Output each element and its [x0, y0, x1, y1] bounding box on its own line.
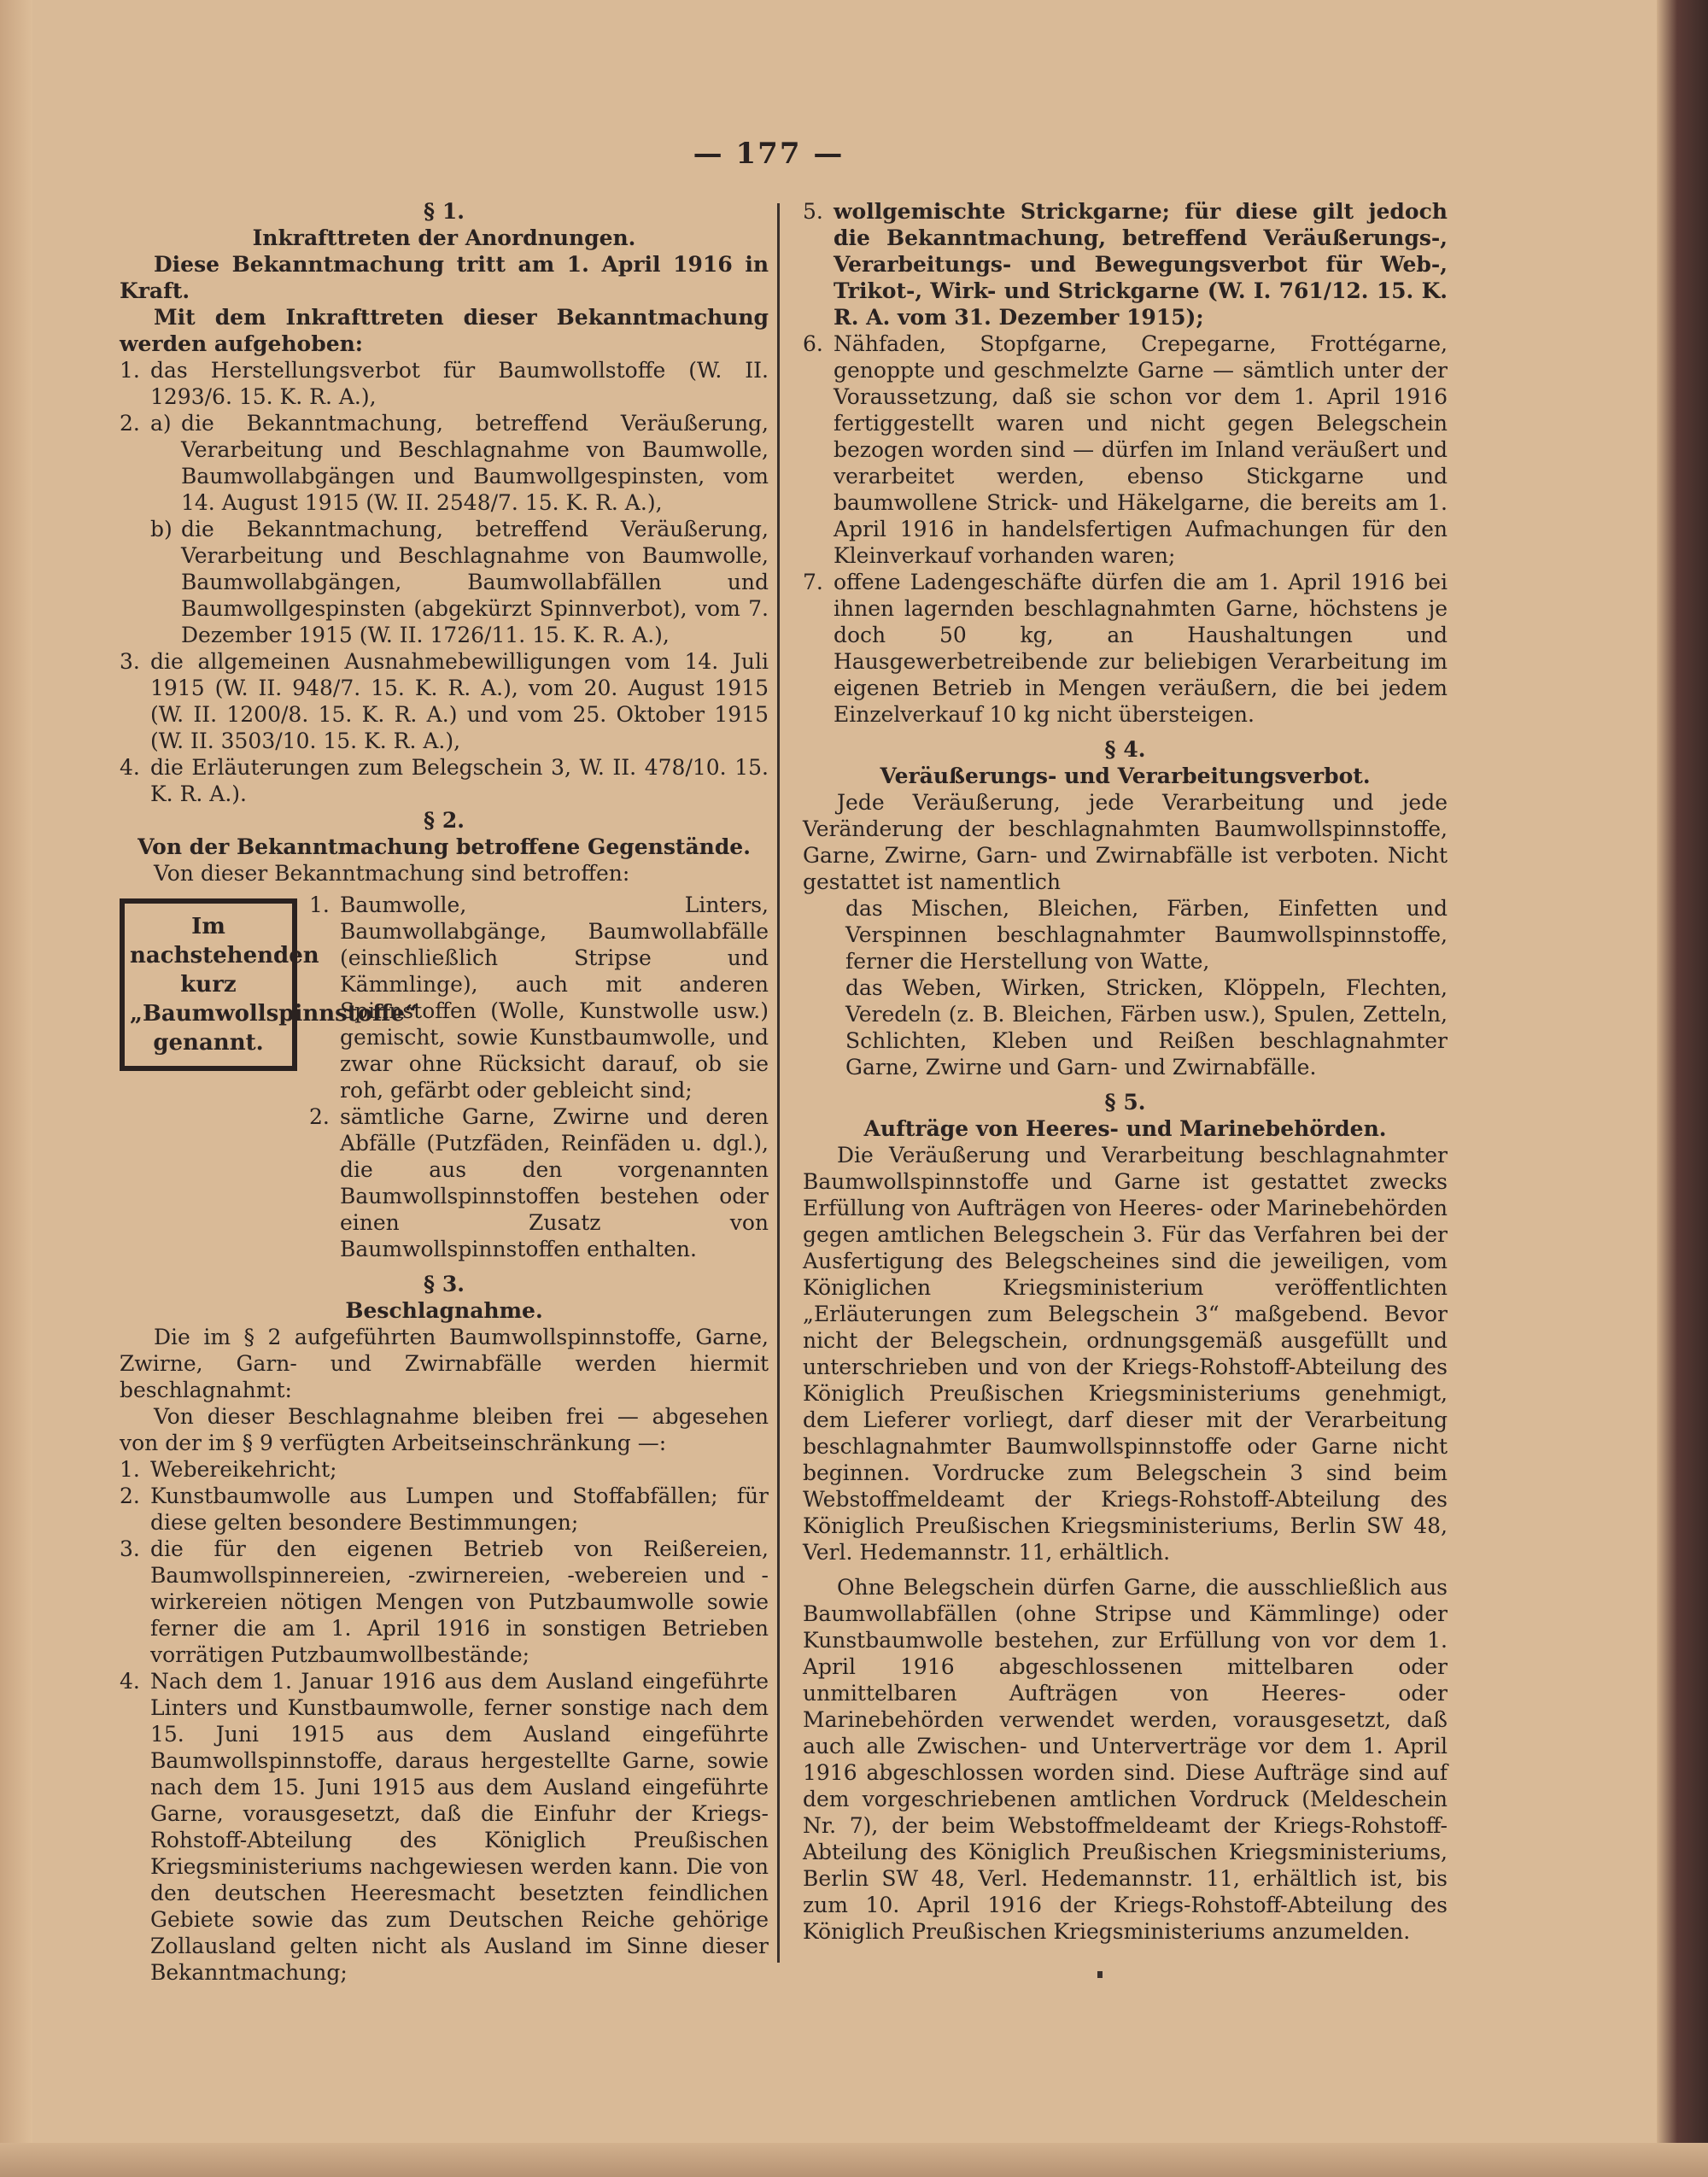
list-item: [120, 1668, 769, 1986]
sub-list: [150, 410, 769, 648]
section-1-title: Inkrafttreten der Anordnungen.: [252, 225, 636, 250]
list-item-number: 3.: [120, 1536, 140, 1561]
list-item-text: Nach dem 1. Januar 1916 aus dem Ausland eingeführte Linters und Kunstbaumwolle, ferner sonstige nach dem 15. Juni 1915 aus dem Ausland eingeführte Baumwollspinnstoffe, daraus hergestellte Garne, sowie nach dem 15. Juni 1915 aus dem Ausland eingeführte Garne, vorausgesetzt, daß die Einfuhr der Kriegs-Rohstoff-Abteilung des Königlich Preußischen Kriegsministeriums nachgewiesen werden kann. Die von den deutschen Heeresmacht besetzten feindlichen Gebiete sowie das zum Deutschen Reiche gehörige Zollausland gelten nicht als Ausland im Sinne dieser Bekanntmachung;: [150, 1669, 769, 1985]
book-spine-shadow: [0, 0, 32, 2177]
list-item-number: 2.: [309, 1104, 330, 1129]
list-item-number: 7.: [803, 570, 823, 594]
list-item: [120, 1483, 769, 1536]
list-item-number: 3.: [120, 649, 140, 674]
list-item: [803, 331, 1448, 569]
section-2-heading: § 2.: [424, 808, 465, 833]
list-item-text: die Erläuterungen zum Belegschein 3, W. II. 478/10. 15. K. R. A.).: [150, 755, 769, 806]
section-1-heading: § 1.: [424, 199, 465, 224]
section-3-title: Beschlagnahme.: [345, 1298, 543, 1323]
section-4-paragraph: Jede Veräußerung, jede Verarbeitung und jede Veränderung der beschlagnahmten Baumwollspinnstoffe, Garne, Zwirne, Garn- und Zwirnabfälle ist verboten. Nicht gestattet ist namentlich: [803, 790, 1448, 894]
page-number: — 177 —: [693, 137, 845, 171]
list-item-number: 2.: [120, 1484, 140, 1508]
section-4-heading: § 4.: [1104, 737, 1146, 762]
section-4-paragraph: das Mischen, Bleichen, Färben, Einfetten und Verspinnen beschlagnahmter Baumwollspinnstoffe, ferner die Herstellung von Watte,: [845, 896, 1448, 974]
margin-note-box: Im nachstehenden kurz „Baumwollspinnstoffe“ genannt.: [120, 898, 297, 1071]
list-item-text: offene Ladengeschäfte dürfen die am 1. April 1916 bei ihnen lagernden beschlagnahmten Garne, höchstens je doch 50 kg, an Haushaltungen und Hausgewerbetreibende zur beliebigen Verarbeitung im eigenen Betrieb in Mengen veräußern, die bei jedem Einzelverkauf 10 kg nicht übersteigen.: [834, 570, 1448, 727]
sub-item-text: die Bekanntmachung, betreffend Veräußerung, Verarbeitung und Beschlagnahme von Baumwolle, Baumwollabgängen und Baumwollgespinsten, vom 14. August 1915 (W. II. 2548/7. 15. K. R. A.),: [181, 411, 769, 515]
section-2-intro: Von dieser Bekanntmachung sind betroffen:: [154, 861, 630, 886]
list-item: [120, 754, 769, 807]
list-item-number: 1.: [120, 1457, 140, 1482]
sub-item-letter: a): [150, 411, 172, 436]
list-item: [803, 198, 1448, 331]
left-column: [120, 198, 769, 1986]
section-2-list: [309, 892, 769, 1262]
list-item-text: Webereikehricht;: [150, 1457, 337, 1482]
list-item: [120, 357, 769, 410]
section-4-title: Veräußerungs- und Verarbeitungsverbot.: [880, 764, 1371, 788]
divider-end-mark: [1097, 1971, 1103, 1978]
list-item-number: 4.: [120, 755, 140, 780]
sub-list-item: [150, 516, 769, 648]
page-bottom-edge: [0, 2143, 1708, 2177]
list-item-text: Nähfaden, Stopfgarne, Crepegarne, Frottégarne, genoppte und geschmelzte Garne — sämtlich unter der Voraussetzung, daß sie schon vor dem 1. April 1916 fertiggestellt waren und nicht gegen Belegschein bezogen worden sind — dürfen im Inland veräußert und verarbeitet werden, ebenso Stickgarne und baumwollene Strick- und Häkelgarne, die bereits am 1. April 1916 in handelsfertigen Aufmachungen für den Kleinverkauf vorhanden waren;: [834, 331, 1448, 568]
section-5-paragraph: Die Veräußerung und Verarbeitung beschlagnahmter Baumwollspinnstoffe und Garne ist gestattet zwecks Erfüllung von Aufträgen von Heeres- oder Marinebehörden gegen amtlichen Belegschein 3. Für das Verfahren bei der Ausfertigung des Belegscheines sind die jeweiligen, vom Königlichen Kriegsministerium veröffentlichten „Erläuterungen zum Belegschein 3“ maßgebend. Bevor nicht der Belegschein, ordnungsgemäß ausgefüllt und unterschrieben und von der Kriegs-Rohstoff-Abteilung des Königlich Preußischen Kriegsministeriums genehmigt, dem Lieferer vorliegt, darf dieser mit der Verarbeitung beschlagnahmter Baumwollspinnstoffe oder Garne nicht beginnen. Vordrucke zum Belegschein 3 sind beim Webstoffmeldeamt der Kriegs-Rohstoff-Abteilung des Königlich Preußischen Kriegsministeriums, Berlin SW 48, Verl. Hedemannstr. 11, erhältlich.: [803, 1143, 1448, 1565]
book-cover-edge: [1657, 0, 1708, 2177]
section-1-line: Mit dem Inkrafttreten dieser Bekanntmachung werden aufgehoben:: [120, 305, 769, 356]
list-item: [803, 569, 1448, 728]
list-item-text: Kunstbaumwolle aus Lumpen und Stoffabfällen; für diese gelten besondere Bestimmungen;: [150, 1484, 769, 1535]
list-item-text: die für den eigenen Betrieb von Reißereien, Baumwollspinnereien, -zwirnereien, -webereien und -wirkereien nötigen Mengen von Putzbaumwolle sowie ferner die am 1. April 1916 in sonstigen Betrieben vorrätigen Putzbaumwollbestände;: [150, 1536, 769, 1667]
list-item-text: Baumwolle, Linters, Baumwollabgänge, Baumwollabfälle (einschließlich Stripse und Kämmlinge), auch mit anderen Spinnstoffen (Wolle, Kunstwolle usw.) gemischt, sowie Kunstbaumwolle, und zwar ohne Rücksicht darauf, ob sie roh, gefärbt oder gebleicht sind;: [340, 892, 769, 1103]
list-item-text: das Herstellungsverbot für Baumwollstoffe (W. II. 1293/6. 15. K. R. A.),: [150, 358, 769, 409]
section-2-box-wrap: [120, 892, 769, 1262]
section-4-paragraph: das Weben, Wirken, Stricken, Klöppeln, Flechten, Veredeln (z. B. Bleichen, Färben usw.), Spulen, Zetteln, Schlichten, Kleben und Reißen beschlagnahmter Garne, Zwirne und Garn- und Zwirnabfälle.: [845, 975, 1448, 1080]
list-item: [120, 1456, 769, 1483]
sub-item-text: die Bekanntmachung, betreffend Veräußerung, Verarbeitung und Beschlagnahme von Baumwolle, Baumwollabgängen, Baumwollabfällen und Baumwollgespinsten (abgekürzt Spinnverbot), vom 7. Dezember 1915 (W. II. 1726/11. 15. K. R. A.),: [181, 517, 769, 647]
sub-item-letter: b): [150, 517, 173, 541]
list-item-text: wollgemischte Strickgarne; für diese gilt jedoch die Bekanntmachung, betreffend Veräußerungs-, Verarbeitungs- und Bewegungsverbot für Web-, Trikot-, Wirk- und Strickgarne (W. I. 761/12. 15. K. R. A. vom 31. Dezember 1915);: [834, 199, 1448, 330]
sub-list-item: [150, 410, 769, 516]
list-item-number: 4.: [120, 1669, 140, 1694]
list-item-number: 5.: [803, 199, 823, 224]
list-item-text: die allgemeinen Ausnahmebewilligungen vom 14. Juli 1915 (W. II. 948/7. 15. K. R. A.), vom 20. August 1915 (W. II. 1200/8. 15. K. R. A.) und vom 25. Oktober 1915 (W. II. 3503/10. 15. K. R. A.),: [150, 649, 769, 753]
section-2-title: Von der Bekanntmachung betroffene Gegenstände.: [137, 834, 751, 859]
section-3-paragraph: Die im § 2 aufgeführten Baumwollspinnstoffe, Garne, Zwirne, Garn- und Zwirnabfälle werden hiermit beschlagnahmt:: [120, 1325, 769, 1402]
section-3-paragraph: Von dieser Beschlagnahme bleiben frei — abgesehen von der im § 9 verfügten Arbeitseinschränkung —:: [120, 1404, 769, 1455]
column-divider: [777, 203, 780, 1963]
section-5-title: Aufträge von Heeres- und Marinebehörden.: [863, 1116, 1387, 1141]
section-1-line: Diese Bekanntmachung tritt am 1. April 1916 in Kraft.: [120, 252, 769, 303]
list-item: [120, 648, 769, 754]
list-item-number: 6.: [803, 331, 823, 356]
section-5-paragraph: Ohne Belegschein dürfen Garne, die ausschließlich aus Baumwollabfällen (ohne Stripse und Kämmlinge) oder Kunstbaumwolle bestehen, zur Erfüllung von vor dem 1. April 1916 abgeschlossenen mittelbaren oder unmittelbaren Aufträgen von Heeres- oder Marinebehörden verwendet werden, vorausgesetzt, daß auch alle Zwischen- und Unterverträge vor dem 1. April 1916 abgeschlossen worden sind. Diese Aufträge sind auf dem vorgeschriebenen amtlichen Vordruck (Meldeschein Nr. 7), der beim Webstoffmeldeamt der Kriegs-Rohstoff-Abteilung des Königlich Preußischen Kriegsministeriums, Berlin SW 48, Verl. Hedemannstr. 11, erhältlich ist, bis zum 10. April 1916 der Kriegs-Rohstoff-Abteilung des Königlich Preußischen Kriegsministeriums anzumelden.: [803, 1575, 1448, 1944]
right-column: [803, 198, 1448, 1945]
list-item-number: 1.: [120, 358, 140, 383]
section-3-heading: § 3.: [424, 1272, 465, 1296]
section-5-heading: § 5.: [1104, 1090, 1146, 1115]
list-item: [120, 1536, 769, 1668]
list-item-number: 2.: [120, 411, 140, 436]
list-item-text: sämtliche Garne, Zwirne und deren Abfälle (Putzfäden, Reinfäden u. dgl.), die aus den vorgenannten Baumwollspinnstoffen bestehen oder einen Zusatz von Baumwollspinnstoffen enthalten.: [340, 1104, 769, 1261]
list-item-number: 1.: [309, 892, 330, 917]
list-item: [120, 410, 769, 648]
list-item: [309, 892, 769, 1103]
list-item: [309, 1103, 769, 1262]
